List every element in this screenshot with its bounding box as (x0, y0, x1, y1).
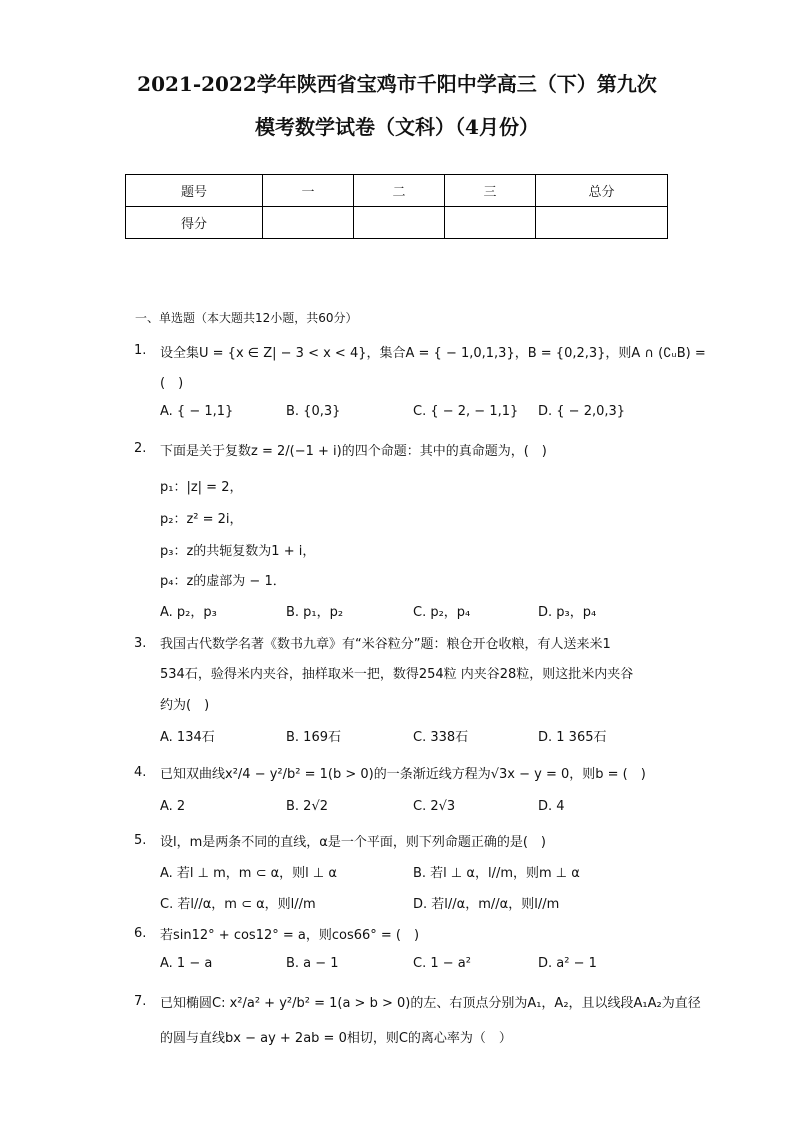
question-number: 5. (134, 833, 147, 848)
option-c: C. 2√3 (413, 799, 456, 814)
score-header-cell: 题号 (126, 175, 263, 207)
option-b: B. 169石 (286, 730, 341, 745)
question-number: 1. (134, 343, 147, 358)
score-cell[interactable] (263, 207, 354, 239)
option-c: C. 1 − a² (413, 956, 471, 971)
option-d: D. { − 2,0,3} (538, 404, 626, 419)
score-row-label: 得分 (126, 207, 263, 239)
question-number: 3. (134, 636, 147, 651)
question-text: 已知双曲线x²/4 − y²/b² = 1(b > 0)的一条渐近线方程为√3x − y = 0，则b = ( ) (160, 767, 646, 782)
score-cell[interactable] (536, 207, 668, 239)
proposition-p1: p₁：|z| = 2， (160, 480, 243, 495)
option-d: D. 4 (538, 799, 565, 814)
option-c: C. p₂，p₄ (413, 605, 471, 620)
question-number: 7. (134, 994, 147, 1009)
question-text: 下面是关于复数z = 2/(−1 + i)的四个命题：其中的真命题为，( ) (160, 444, 547, 459)
option-a: A. { − 1,1} (160, 404, 234, 419)
question-number: 2. (134, 441, 147, 456)
question-text: 约为( ) (160, 698, 210, 713)
question-text: 若sin12° + cos12° = a，则cos66° = ( ) (160, 928, 420, 943)
score-cell[interactable] (354, 207, 445, 239)
proposition-p4: p₄：z的虚部为 − 1． (160, 574, 286, 589)
document-title-line-1: 2021-2022学年陕西省宝鸡市千阳中学高三（下）第九次 (137, 72, 657, 96)
score-cell[interactable] (445, 207, 536, 239)
option-d: D. 若l//α，m//α，则l//m (413, 897, 560, 912)
option-b: B. 若l ⊥ α，l//m，则m ⊥ α (413, 866, 580, 881)
option-d: D. p₃，p₄ (538, 605, 597, 620)
proposition-p3: p₃：z的共轭复数为1 + i， (160, 544, 316, 559)
option-b: B. p₁，p₂ (286, 605, 344, 620)
question-text: 设l，m是两条不同的直线，α是一个平面，则下列命题正确的是( ) (160, 835, 546, 850)
question-number: 4. (134, 765, 147, 780)
document-title-line-2: 模考数学试卷（文科）（4月份） (255, 115, 539, 139)
section-heading: 一、单选题（本大题共12小题，共60分） (135, 311, 358, 325)
option-c: C. 若l//α，m ⊂ α，则l//m (160, 897, 316, 912)
question-text: 的圆与直线bx − ay + 2ab = 0相切，则C的离心率为（ ） (160, 1031, 512, 1046)
score-table-header-row (126, 175, 668, 207)
option-c: C. { − 2, − 1,1} (413, 404, 519, 419)
score-table (125, 174, 668, 239)
option-a: A. 若l ⊥ m，m ⊂ α，则l ⊥ α (160, 866, 337, 881)
option-b: B. {0,3} (286, 404, 341, 419)
question-text: ( ) (160, 376, 184, 391)
option-c: C. 338石 (413, 730, 469, 745)
score-header-cell: 一 (263, 175, 354, 207)
score-header-cell: 总分 (536, 175, 668, 207)
option-d: D. a² − 1 (538, 956, 597, 971)
question-number: 6. (134, 926, 147, 941)
proposition-p2: p₂：z² = 2i， (160, 512, 243, 527)
score-header-cell: 三 (445, 175, 536, 207)
question-text: 设全集U = {x ∈ Z| − 3 < x < 4}，集合A = { − 1,0,1,3}，B = {0,2,3}，则A ∩ (∁ᵤB) = (160, 346, 706, 361)
option-b: B. a − 1 (286, 956, 339, 971)
option-b: B. 2√2 (286, 799, 329, 814)
option-a: A. 1 − a (160, 956, 213, 971)
option-d: D. 1 365石 (538, 730, 607, 745)
score-header-cell: 二 (354, 175, 445, 207)
option-a: A. 134石 (160, 730, 215, 745)
option-a: A. 2 (160, 799, 186, 814)
question-text: 已知椭圆C: x²/a² + y²/b² = 1(a > b > 0)的左、右顶点分别为A₁，A₂，且以线段A₁A₂为直径 (160, 996, 701, 1011)
question-text: 我国古代数学名著《数书九章》有“米谷粒分”题：粮仓开仓收粮，有人送来米1 (160, 637, 611, 652)
score-table-score-row (126, 207, 668, 239)
question-text: 534石，验得米内夹谷，抽样取米一把，数得254粒 内夹谷28粒，则这批米内夹谷 (160, 667, 634, 682)
option-a: A. p₂，p₃ (160, 605, 217, 620)
